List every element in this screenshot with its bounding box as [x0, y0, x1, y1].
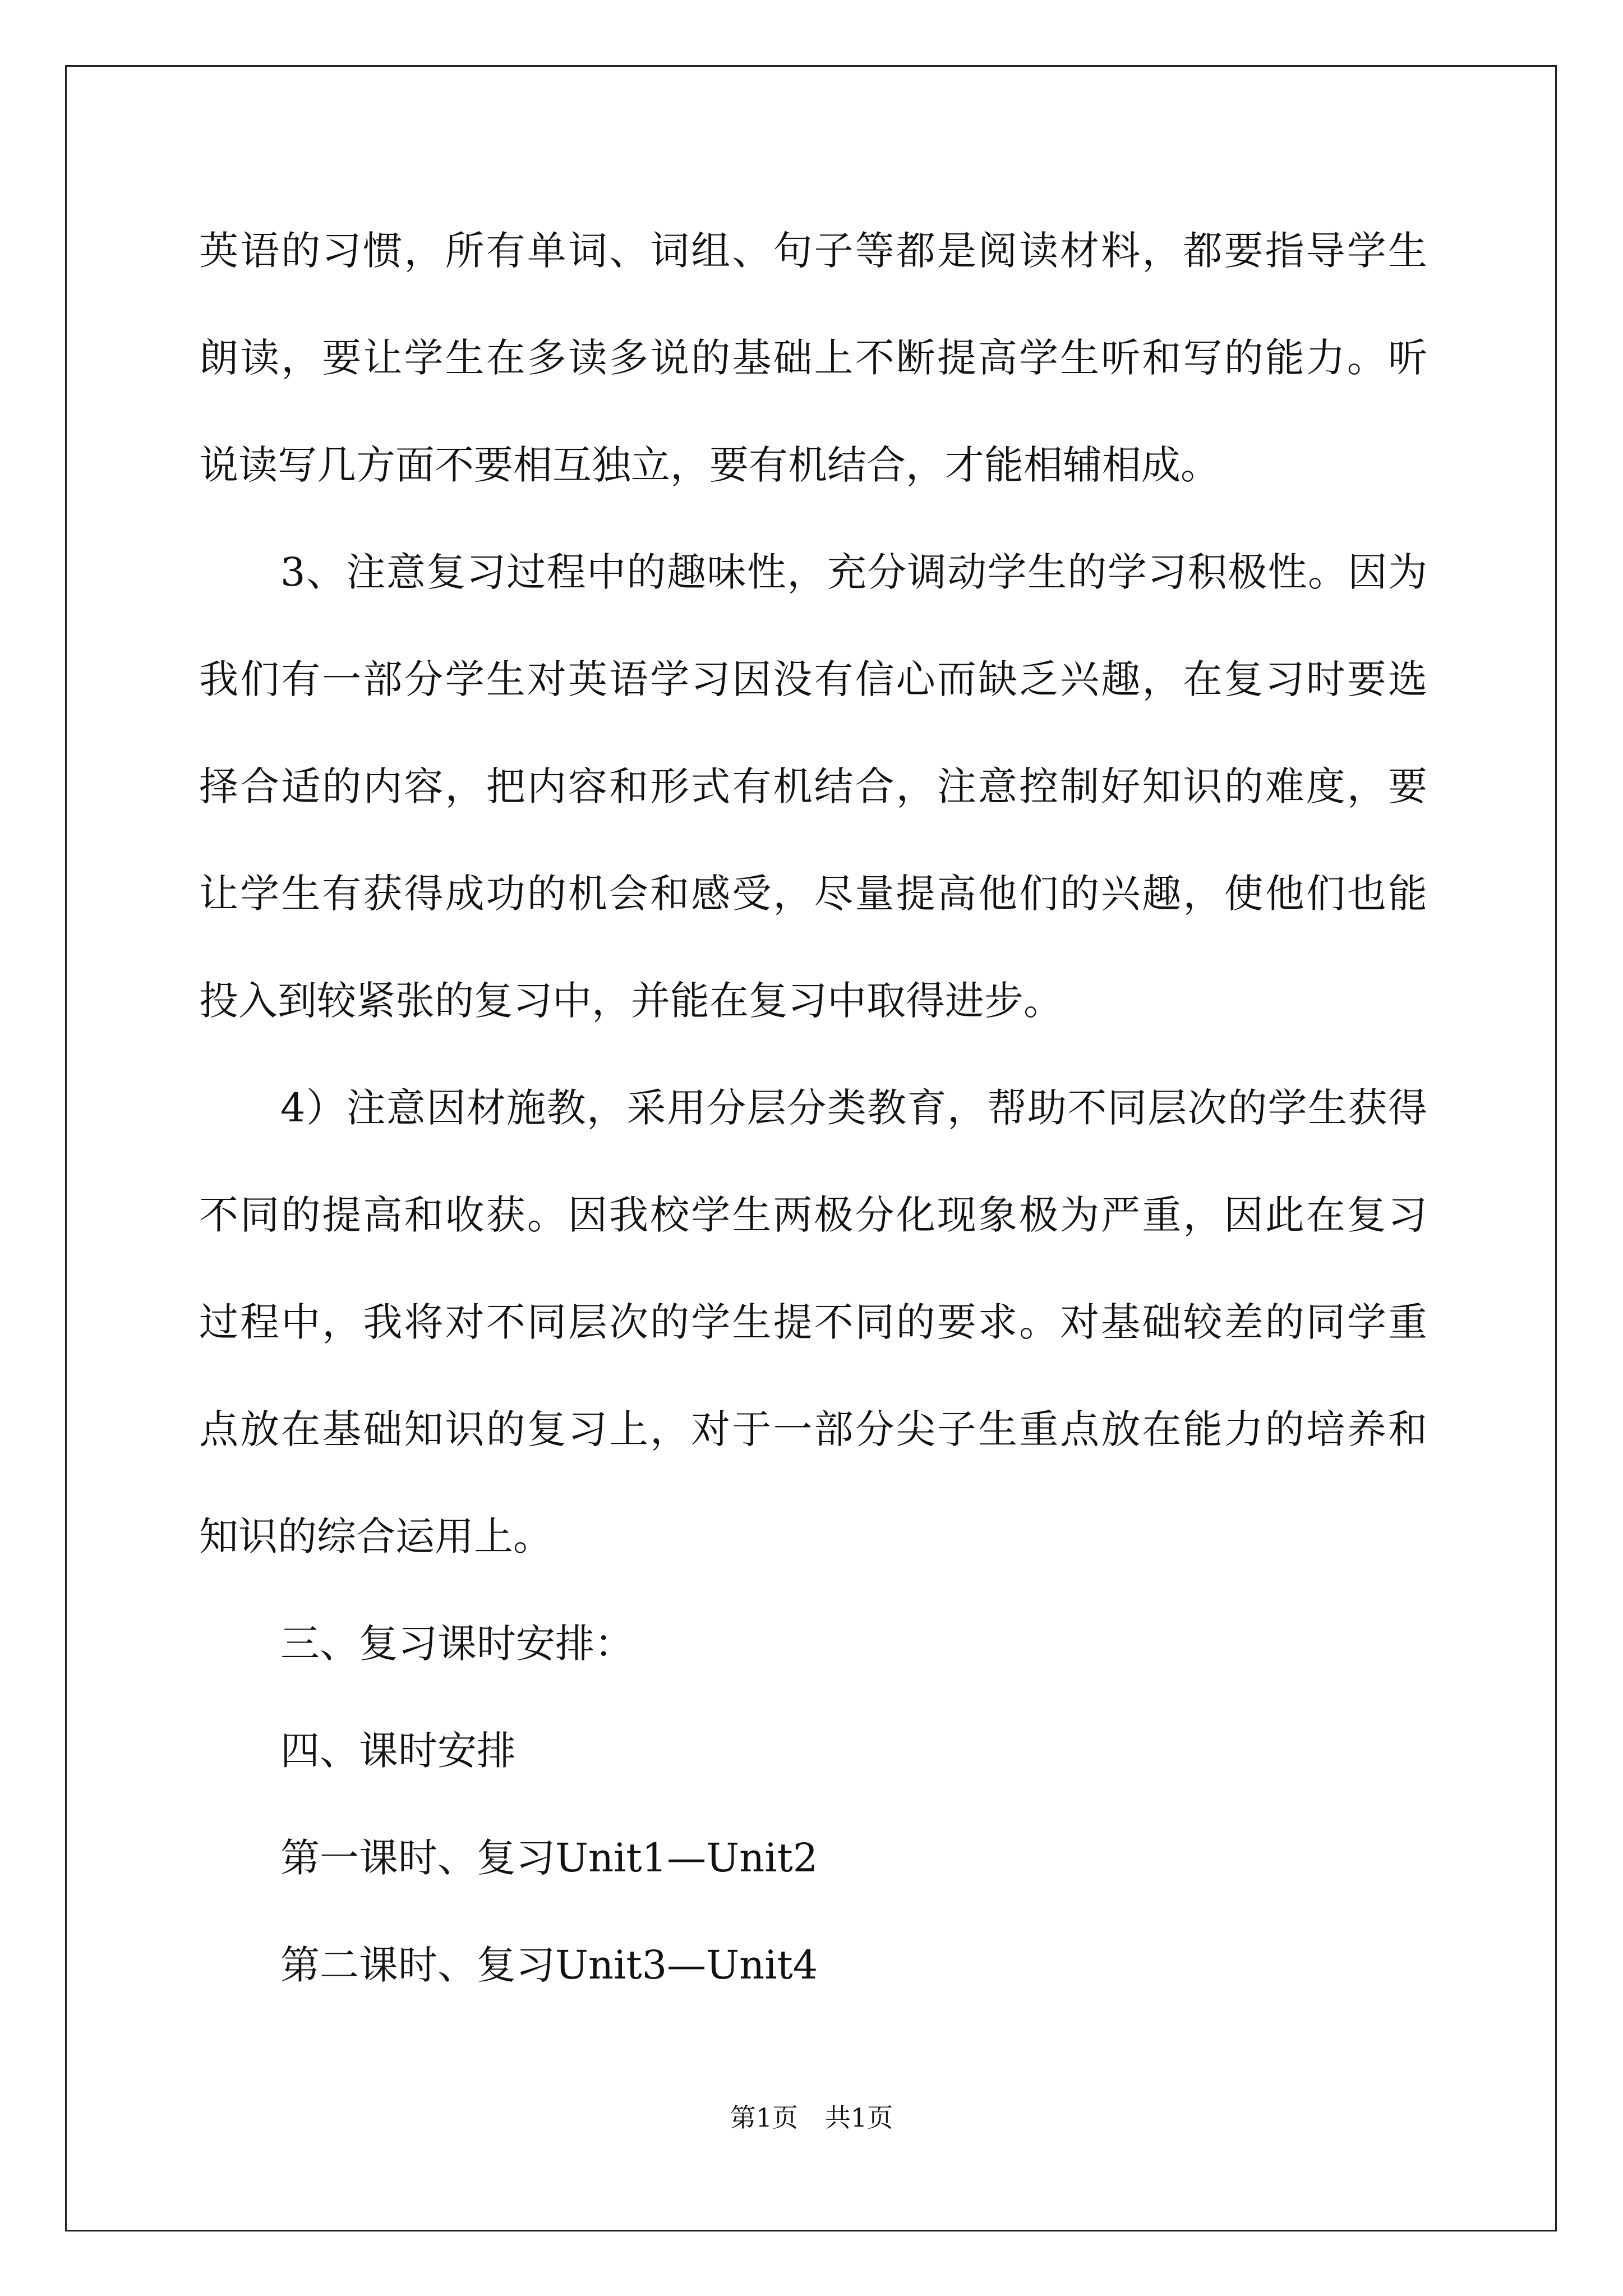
page-number: 第1页 — [730, 2102, 798, 2133]
paragraph-2-line-2: 我们有一部分学生对英语学习因没有信心而缺乏兴趣，在复习时要选 — [199, 656, 1427, 702]
page-total: 共1页 — [825, 2102, 893, 2133]
paragraph-3-line-3: 过程中，我将对不同层次的学生提不同的要求。对基础较差的同学重 — [199, 1299, 1427, 1345]
page-footer — [0, 2101, 1623, 2134]
schedule-item-lesson-2: 第二课时、复习Unit3—Unit4 — [280, 1942, 818, 1988]
paragraph-1-line-1: 英语的习惯，所有单词、词组、句子等都是阅读材料，都要指导学生 — [199, 228, 1427, 274]
paragraph-2-line-4: 让学生有获得成功的机会和感受，尽量提高他们的兴趣，使他们也能 — [199, 871, 1427, 917]
page-border — [65, 65, 1557, 2231]
paragraph-3-line-5: 知识的综合运用上。 — [199, 1513, 552, 1559]
section-heading-lesson-schedule: 四、课时安排 — [280, 1728, 516, 1774]
schedule-item-lesson-1: 第一课时、复习Unit1—Unit2 — [280, 1835, 818, 1881]
paragraph-1-line-3: 说读写几方面不要相互独立，要有机结合，才能相辅相成。 — [199, 442, 1220, 488]
paragraph-3-line-1: 4）注意因材施教，采用分层分类教育，帮助不同层次的学生获得 — [280, 1085, 1427, 1131]
paragraph-2-line-3: 择合适的内容，把内容和形式有机结合，注意控制好知识的难度，要 — [199, 763, 1427, 809]
paragraph-3-line-2: 不同的提高和收获。因我校学生两极分化现象极为严重，因此在复习 — [199, 1192, 1427, 1238]
paragraph-1-line-2: 朗读，要让学生在多读多说的基础上不断提高学生听和写的能力。听 — [199, 335, 1427, 381]
paragraph-2-line-5: 投入到较紧张的复习中，并能在复习中取得进步。 — [199, 978, 1063, 1024]
paragraph-2-line-1: 3、注意复习过程中的趣味性，充分调动学生的学习积极性。因为 — [280, 549, 1427, 595]
paragraph-3-line-4: 点放在基础知识的复习上，对于一部分尖子生重点放在能力的培养和 — [199, 1406, 1427, 1452]
section-heading-review-schedule: 三、复习课时安排： — [280, 1621, 634, 1667]
